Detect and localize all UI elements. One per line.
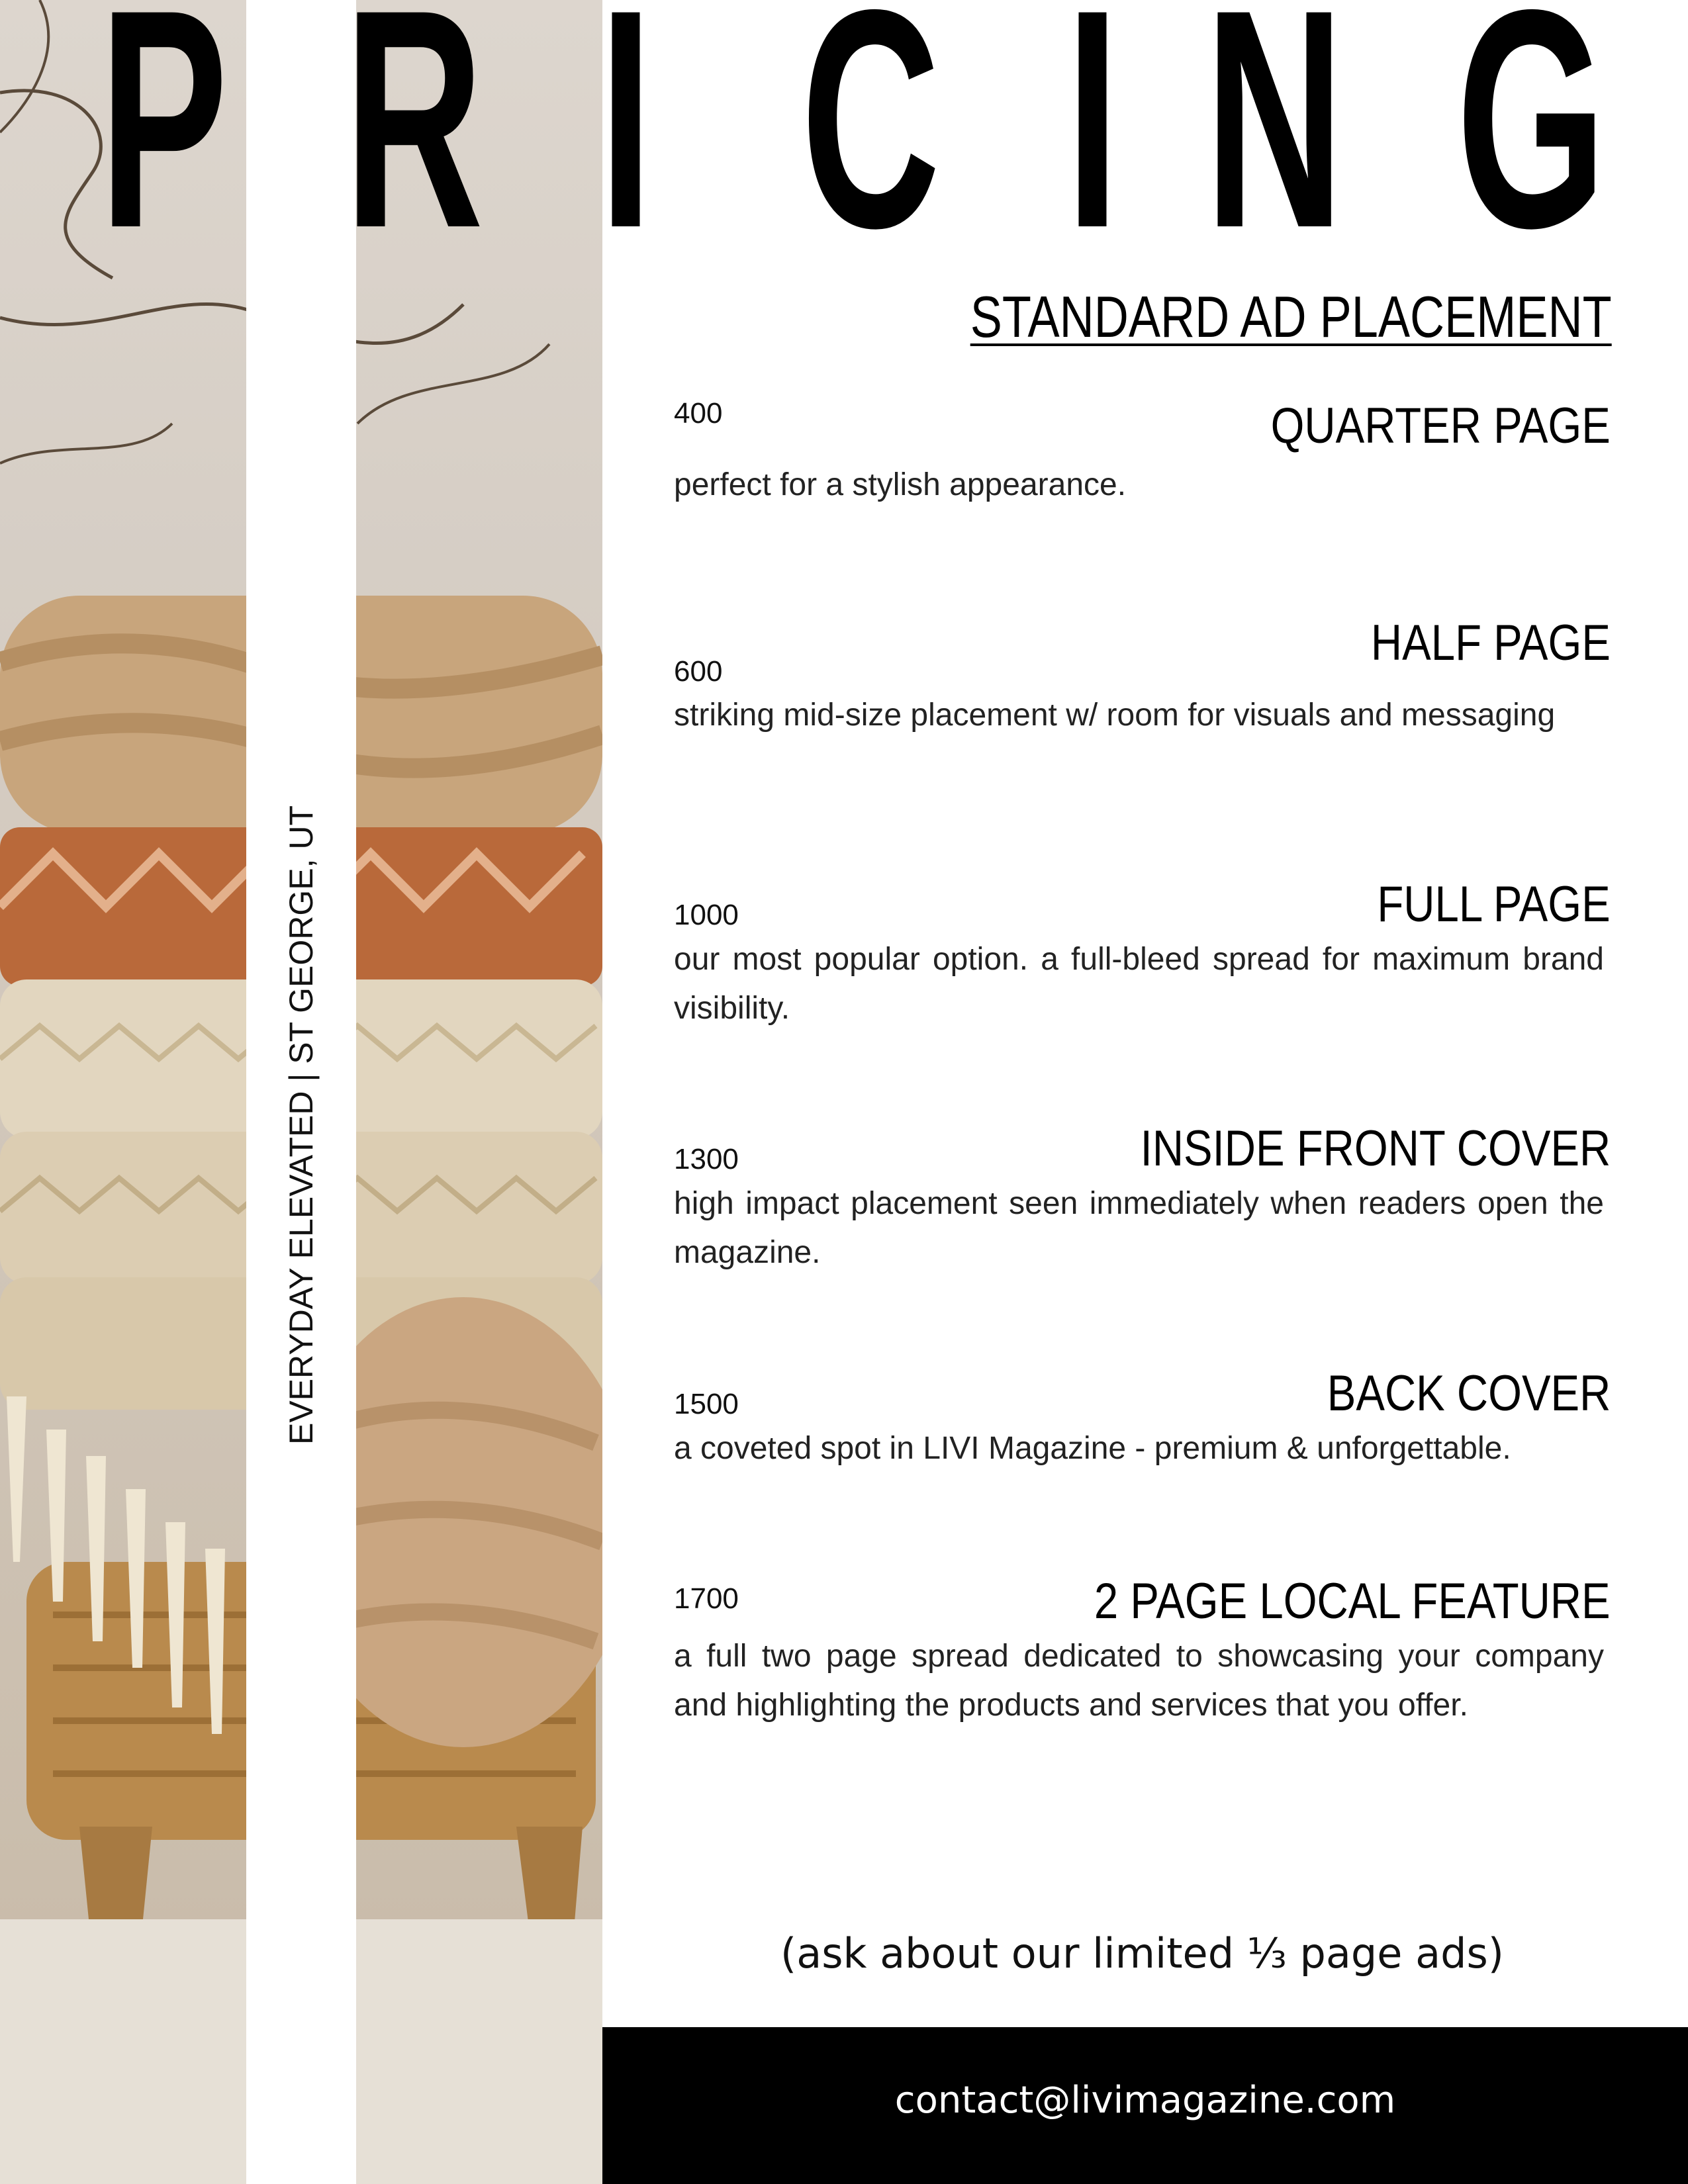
title-letter: C bbox=[801, 0, 941, 293]
footer-bar bbox=[602, 2027, 1688, 2184]
title-letter: G bbox=[1456, 0, 1607, 293]
third-page-note: (ask about our limited ⅓ page ads) bbox=[780, 1929, 1504, 1978]
price: 1300 bbox=[674, 1143, 739, 1175]
price: 1500 bbox=[674, 1388, 739, 1420]
ad-description: striking mid-size placement w/ room for visuals and messaging bbox=[674, 698, 1556, 733]
page-title bbox=[0, 0, 1688, 293]
ad-description: high impact placement seen immediately when readers open the magazine. bbox=[674, 1186, 1604, 1270]
price: 400 bbox=[674, 397, 723, 430]
ad-description: a full two page spread dedicated to showcasing your company and highlighting the products and services that you offer. bbox=[674, 1639, 1604, 1723]
ad-size-name: HALF PAGE bbox=[1370, 615, 1611, 671]
price: 600 bbox=[674, 655, 723, 688]
ad-size-name: BACK COVER bbox=[1327, 1365, 1611, 1422]
contact-email[interactable]: contact@livimagazine.com bbox=[894, 2079, 1396, 2122]
ad-size-name: QUARTER PAGE bbox=[1270, 398, 1611, 454]
tagline: EVERYDAY ELEVATED | ST GEORGE, UT bbox=[283, 805, 320, 1445]
ad-size-name: FULL PAGE bbox=[1377, 876, 1611, 933]
price: 1000 bbox=[674, 899, 739, 931]
ad-description: a coveted spot in LIVI Magazine - premium & unforgettable. bbox=[674, 1431, 1511, 1466]
blankets-photo bbox=[0, 0, 602, 2184]
title-letter: R bbox=[344, 0, 484, 293]
price: 1700 bbox=[674, 1582, 739, 1615]
title-letter: I bbox=[599, 0, 653, 293]
title-letter: N bbox=[1205, 0, 1344, 293]
ad-description: our most popular option. a full-bleed spread for maximum brand visibility. bbox=[674, 942, 1604, 1026]
title-letter: I bbox=[1066, 0, 1119, 293]
ad-size-name: 2 PAGE LOCAL FEATURE bbox=[1094, 1573, 1611, 1629]
section-heading: STANDARD AD PLACEMENT bbox=[970, 284, 1612, 349]
ad-description: perfect for a stylish appearance. bbox=[674, 467, 1127, 502]
ad-size-name: INSIDE FRONT COVER bbox=[1140, 1120, 1611, 1177]
title-letter: P bbox=[99, 0, 228, 293]
